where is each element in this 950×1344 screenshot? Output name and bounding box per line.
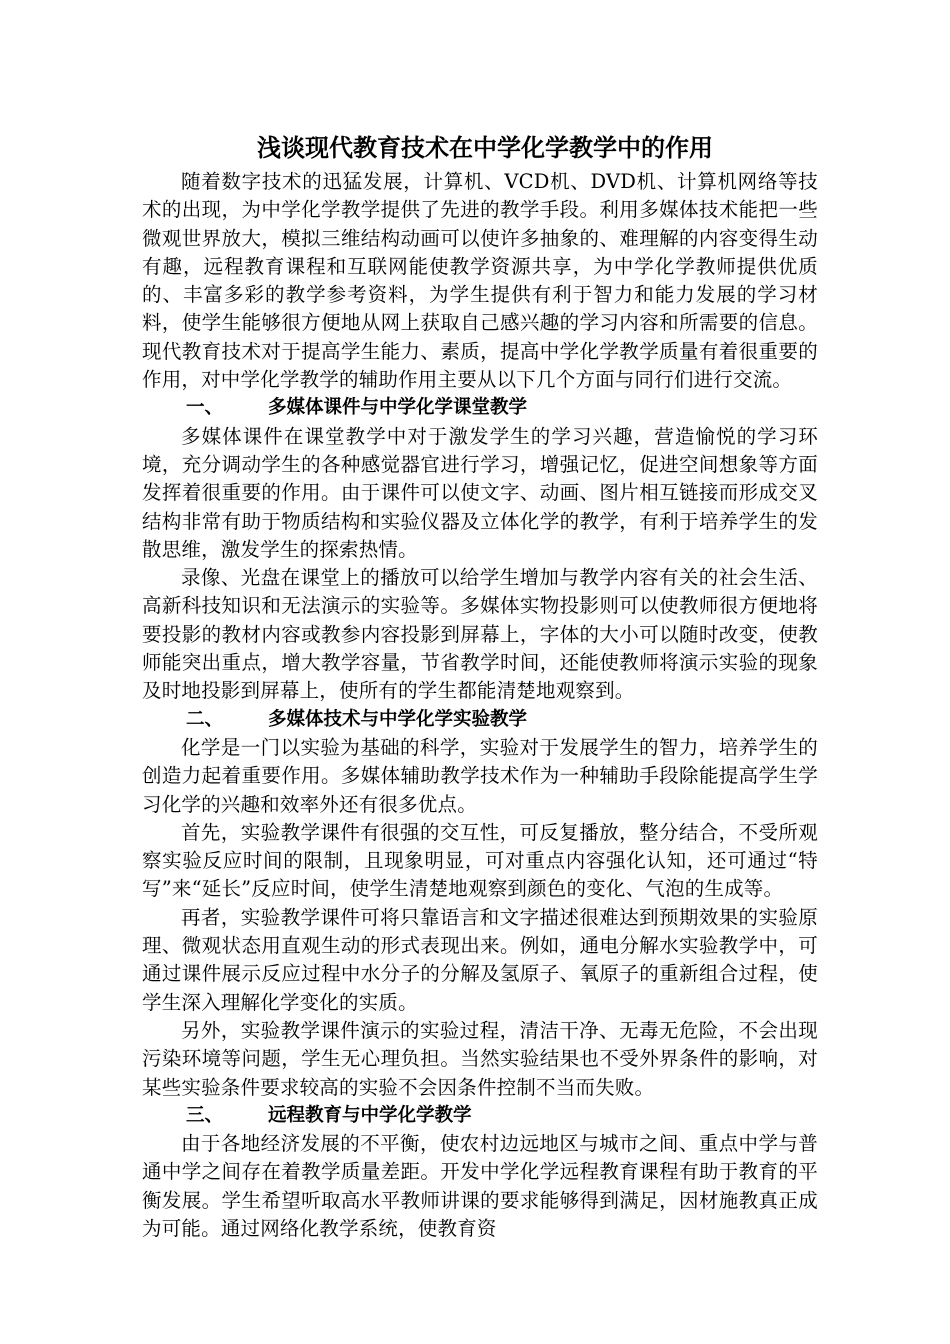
section-1-paragraph-2: 录像、光盘在课堂上的播放可以给学生增加与教学内容有关的社会生活、高新科技知识和无法演示的实验等。多媒体实物投影则可以使教师很方便地将要投影的教材内容或教参内容投影到屏幕上，字体的大小可以随时改变，使教师能突出重点，增大教学容量，节省教学时间，还能使教师将演示实验的现象及时地投影到屏幕上，使所有的学生都能清楚地观察到。 — [142, 566, 818, 703]
section-title-3: 远程教育与中学化学教学 — [268, 1104, 472, 1126]
intro-paragraph: 随着数字技术的迅猛发展，计算机、VCD机、DVD机、计算机网络等技术的出现，为中学化学教学提供了先进的教学手段。利用多媒体技术能把一些微观世界放大，模拟三维结构动画可以使许多抽象的、难理解的内容变得生动有趣，远程教育课程和互联网能使教学资源共享，为中学化学教师提供优质的、丰富多彩的教学参考资料，为学生提供有利于智力和能力发展的学习材料，使学生能够很方便地从网上获取自己感兴趣的学习内容和所需要的信息。现代教育技术对于提高学生能力、素质，提高中学化学教学质量有着很重要的作用，对中学化学教学的辅助作用主要从以下几个方面与同行们进行交流。 — [142, 170, 818, 392]
section-number-2: 二、 — [186, 708, 224, 730]
document-page — [142, 128, 818, 1243]
section-heading-1 — [142, 394, 818, 422]
section-3-paragraph-1: 由于各地经济发展的不平衡，使农村边远地区与城市之间、重点中学与普通中学之间存在着教学质量差距。开发中学化学远程教育课程有助于教育的平衡发展。学生希望听取高水平教师讲课的要求能够得到满足，因材施教真正成为可能。通过网络化教学系统，使教育资 — [142, 1132, 818, 1240]
document-title: 浅谈现代教育技术在中学化学教学中的作用 — [257, 134, 713, 162]
section-number-3: 三、 — [186, 1104, 224, 1126]
section-heading-2 — [142, 706, 818, 734]
section-1-paragraph-1: 多媒体课件在课堂教学中对于激发学生的学习兴趣，营造愉悦的学习环境，充分调动学生的各种感觉器官进行学习，增强记忆，促进空间想象等方面发挥着很重要的作用。由于课件可以使文字、动画、图片相互链接而形成交叉结构非常有助于物质结构和实验仪器及立体化学的教学，有利于培养学生的发散思维，激发学生的探索热情。 — [142, 424, 818, 561]
section-number-1: 一、 — [186, 397, 224, 419]
section-2-paragraph-1: 化学是一门以实验为基础的科学，实验对于发展学生的智力，培养学生的创造力起着重要作用。多媒体辅助教学技术作为一种辅助手段除能提高学生学习化学的兴趣和效率外还有很多优点。 — [142, 735, 818, 816]
section-2-paragraph-2: 首先，实验教学课件有很强的交互性，可反复播放，整分结合，不受所观察实验反应时间的限制，且现象明显，可对重点内容强化认知，还可通过“特写”来“延长”反应时间，使学生清楚地观察到颜色的变化、气泡的生成等。 — [142, 820, 818, 901]
section-heading-3 — [142, 1102, 818, 1130]
section-2-paragraph-3: 再者，实验教学课件可将只靠语言和文字描述很难达到预期效果的实验原理、微观状态用直观生动的形式表现出来。例如，通电分解水实验教学中，可通过课件展示反应过程中水分子的分解及氢原子、氧原子的重新组合过程，使学生深入理解化学变化的实质。 — [142, 905, 818, 1014]
section-2-paragraph-4: 另外，实验教学课件演示的实验过程，清洁干净、无毒无危险，不会出现污染环境等问题，学生无心理负担。当然实验结果也不受外界条件的影响，对某些实验条件要求较高的实验不会因条件控制不当而失败。 — [142, 1018, 818, 1099]
section-title-2: 多媒体技术与中学化学实验教学 — [268, 708, 528, 730]
section-title-1: 多媒体课件与中学化学课堂教学 — [268, 397, 528, 419]
